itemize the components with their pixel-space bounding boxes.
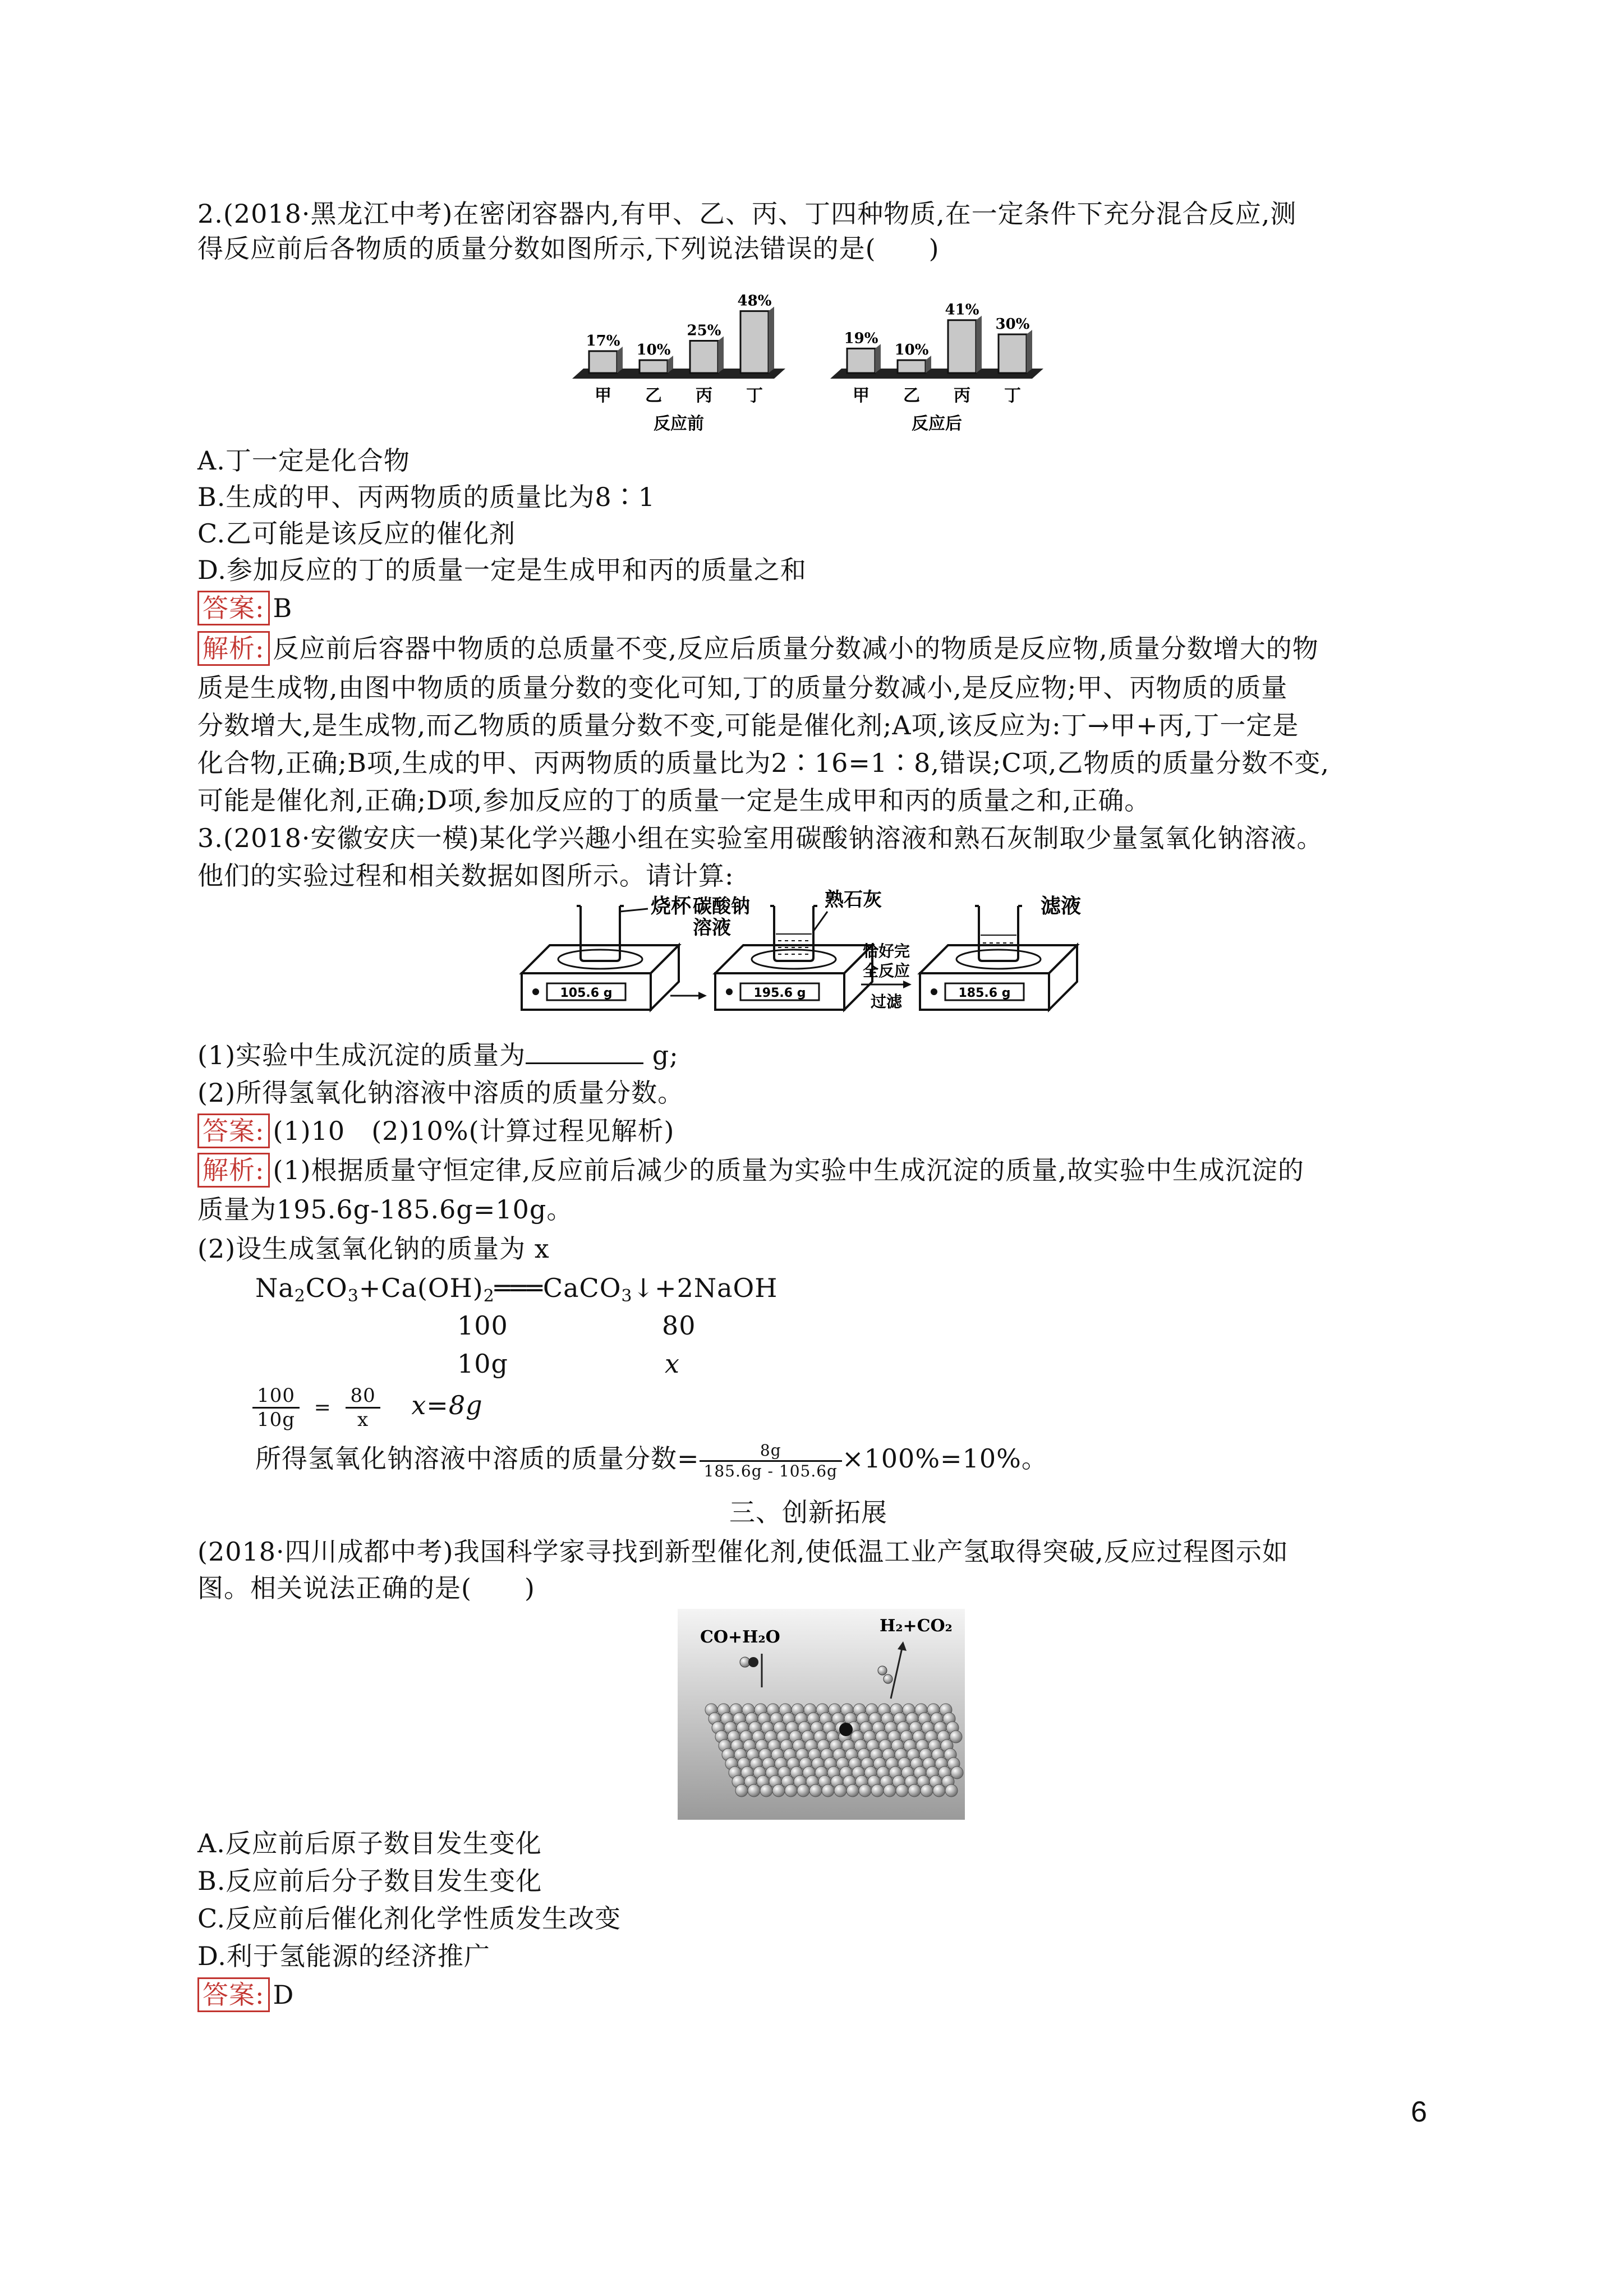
- s3-stem-line1: (2018·四川成都中考)我国科学家寻找到新型催化剂,使低温工业产氢取得突破,反应过程图示如: [197, 1536, 1289, 1567]
- label-na2co3-2: 溶液: [693, 917, 731, 939]
- chemical-equation: [255, 1271, 778, 1314]
- scale-2: [693, 889, 882, 1010]
- s3-option-c: C.反应前后催化剂化学性质发生改变: [197, 1903, 622, 1934]
- x-result: x=8g: [411, 1390, 483, 1420]
- lattice-atom: [846, 1784, 859, 1797]
- q3-stem-line1: 3.(2018·安徽安庆一模)某化学兴趣小组在实验室用碳酸钠溶液和熟石灰制取少量氢氧化钠溶液。: [197, 823, 1323, 853]
- q2-option-a: A.丁一定是化合物: [197, 445, 410, 476]
- bar-丙: [690, 341, 718, 374]
- q3-answer-value: (1)10 (2)10%(计算过程见解析): [273, 1116, 675, 1146]
- bar-side: [617, 347, 623, 373]
- final-calculation: [255, 1430, 1048, 1487]
- label-filtrate: 滤液: [1041, 895, 1082, 918]
- bar-丁: [999, 334, 1027, 373]
- bar-乙: [898, 360, 926, 373]
- label-beaker: 烧杯: [651, 895, 692, 918]
- lattice-atom: [760, 1784, 772, 1797]
- s3-option-a: A.反应前后原子数目发生变化: [197, 1828, 542, 1858]
- q2-analysis-text1: 反应前后容器中物质的总质量不变,反应后质量分数减小的物质是反应物,质量分数增大的物: [273, 633, 1319, 664]
- data-label: 25%: [687, 322, 721, 339]
- page-number: 6: [1411, 2096, 1427, 2128]
- final-text: 所得氢氧化钠溶液中溶质的质量分数=: [255, 1443, 700, 1474]
- lattice-atom: [834, 1784, 846, 1797]
- eq-caoh: +Ca(OH): [358, 1273, 484, 1303]
- answer-tag: 答案:: [197, 1977, 270, 2012]
- fraction-num: 8g: [700, 1441, 842, 1462]
- bar-甲: [589, 351, 617, 373]
- data-label: 48%: [737, 292, 772, 310]
- data-label: 30%: [995, 316, 1030, 333]
- chart-before: [572, 293, 785, 434]
- eq-naoh: ↓+2NaOH: [632, 1273, 778, 1303]
- q2-answer: [197, 591, 292, 625]
- q3-sub1: [197, 1038, 679, 1073]
- mass-caco3: 10g: [457, 1349, 508, 1379]
- lattice-atom: [859, 1784, 871, 1797]
- bar-side: [718, 337, 724, 374]
- data-label: 10%: [636, 342, 671, 358]
- q2-analysis-line5: 可能是催化剂,正确;D项,参加反应的丁的质量一定是生成甲和丙的质量之和,正确。: [197, 785, 1151, 816]
- s3-answer-value: D: [273, 1980, 295, 2010]
- eq-equals: ═══: [494, 1273, 543, 1303]
- bar-丙: [948, 320, 976, 373]
- chart-after: [830, 302, 1043, 434]
- lattice-atom: [785, 1784, 797, 1797]
- category-label: 丁: [1004, 386, 1021, 406]
- eq-sub: 2: [483, 1286, 495, 1306]
- proportion: [252, 1377, 483, 1436]
- category-label: 丙: [954, 386, 970, 406]
- lattice-atom: [896, 1784, 908, 1797]
- lattice-atom: [735, 1784, 748, 1797]
- data-label: 19%: [844, 330, 878, 347]
- lattice-atom: [950, 1731, 962, 1743]
- category-label: 乙: [645, 386, 662, 406]
- analysis-tag: 解析:: [197, 631, 270, 666]
- q2-option-b: B.生成的甲、丙两物质的质量比为8∶1: [197, 482, 655, 512]
- category-label: 丙: [696, 386, 712, 406]
- final-fraction: [700, 1441, 842, 1481]
- q2-analysis-line4: 化合物,正确;B项,生成的甲、丙两物质的质量比为2∶16=1∶8,错误;C项,乙物质的质量分数不变,: [197, 748, 1329, 778]
- q3-sub1-text: (1)实验中生成沉淀的质量为: [197, 1040, 526, 1070]
- eq-sub: 3: [347, 1286, 359, 1306]
- eq-na: Na: [255, 1273, 295, 1303]
- category-label: 甲: [853, 386, 869, 406]
- category-label: 乙: [903, 386, 920, 406]
- eq-sub: 3: [621, 1286, 633, 1306]
- label-na2co3-1: 碳酸钠: [693, 895, 750, 918]
- fraction-1: [252, 1384, 300, 1431]
- answer-tag: 答案:: [197, 1114, 270, 1148]
- fraction-2: [346, 1384, 380, 1431]
- q2-stem-line1: 2.(2018·黑龙江中考)在密闭容器内,有甲、乙、丙、丁四种物质,在一定条件下充分混合反应,测: [197, 199, 1297, 229]
- s3-option-b: B.反应前后分子数目发生变化: [197, 1866, 542, 1896]
- q2-analysis-line3: 分数增大,是生成物,而乙物质的质量分数不变,可能是催化剂;A项,该反应为:丁→甲+丙,丁一定是: [197, 710, 1299, 740]
- arrow-2: [861, 942, 912, 1011]
- lattice-atom: [871, 1784, 884, 1797]
- q3-analysis-line2: 质量为195.6g-185.6g=10g。: [197, 1194, 573, 1225]
- label-react1: 恰好完: [862, 942, 910, 960]
- q3-answer: [197, 1114, 675, 1148]
- fraction-num: 100: [252, 1384, 300, 1409]
- lattice-atom: [921, 1784, 933, 1797]
- molar-mass-caco3: 100: [457, 1310, 508, 1341]
- bar-丁: [740, 311, 769, 373]
- arrow-1: [670, 992, 707, 1000]
- category-label: 甲: [595, 386, 611, 406]
- answer-tag: 答案:: [197, 591, 270, 625]
- q2-analysis-line2: 质是生成物,由图中物质的质量分数的变化可知,丁的质量分数减小,是反应物;甲、丙物质的质量: [197, 673, 1288, 703]
- chart-title: 反应后: [912, 414, 962, 434]
- molar-mass-naoh: 80: [662, 1310, 696, 1341]
- fraction-den: 185.6g - 105.6g: [703, 1461, 838, 1480]
- lattice-atom: [822, 1784, 834, 1797]
- bar-side: [1027, 330, 1032, 373]
- chart-title: 反应前: [654, 414, 704, 434]
- final-result: ×100%=10%。: [841, 1443, 1048, 1474]
- eq-co: CO: [305, 1273, 348, 1303]
- catalyst-figure: [678, 1609, 965, 1820]
- weight-1: 105.6 g: [560, 986, 613, 1000]
- q3-experiment-figure: [516, 889, 1139, 1029]
- q2-option-d: D.参加反应的丁的质量一定是生成甲和丙的质量之和: [197, 555, 807, 585]
- lattice-atom: [797, 1784, 809, 1797]
- label-react2: 全反应: [862, 961, 910, 980]
- lattice-atom: [884, 1784, 896, 1797]
- lattice-atom: [908, 1784, 921, 1797]
- fraction-den: 10g: [257, 1408, 296, 1431]
- bar-甲: [847, 348, 875, 373]
- q3-sub1-unit: g;: [643, 1040, 679, 1070]
- category-label: 丁: [746, 386, 763, 406]
- q3-sub2: (2)所得氢氧化钠溶液中溶质的质量分数。: [197, 1078, 684, 1108]
- bar-乙: [640, 360, 668, 373]
- data-label: 41%: [945, 301, 979, 319]
- scale-1: [522, 895, 692, 1010]
- data-label: 17%: [586, 332, 620, 349]
- label-reactants: CO+H₂O: [700, 1627, 780, 1647]
- q2-bar-charts: [572, 269, 1066, 449]
- q2-option-c: C.乙可能是该反应的催化剂: [197, 518, 516, 549]
- lattice-atom: [951, 1766, 963, 1779]
- catalyst-surface: [705, 1704, 963, 1797]
- label-lime: 熟石灰: [825, 889, 882, 911]
- analysis-tag: 解析:: [197, 1153, 270, 1188]
- eq-sub: 2: [294, 1286, 306, 1306]
- label-filter: 过滤: [870, 992, 903, 1011]
- q2-answer-value: B: [273, 593, 293, 623]
- q3-analysis-line3: (2)设生成氢氧化钠的质量为 x: [197, 1234, 550, 1264]
- q2-stem-line2: 得反应前后各物质的质量分数如图所示,下列说法错误的是( ): [197, 233, 940, 264]
- lattice-atom: [772, 1784, 785, 1797]
- bar-side: [875, 344, 881, 373]
- section-title: 三、创新拓展: [729, 1497, 887, 1527]
- s3-answer: [197, 1977, 294, 2012]
- eq-caco: CaCO: [542, 1273, 622, 1303]
- s3-option-d: D.利于氢能源的经济推广: [197, 1941, 490, 1971]
- lattice-atom: [809, 1784, 822, 1797]
- equals-sign: =: [314, 1396, 332, 1419]
- bar-side: [976, 316, 982, 373]
- q3-analysis-line1: [197, 1153, 1304, 1188]
- lattice-atom: [945, 1784, 958, 1797]
- lattice-atom: [933, 1784, 945, 1797]
- mass-naoh: x: [665, 1349, 680, 1379]
- lattice-atom: [748, 1784, 760, 1797]
- weight-2: 195.6 g: [753, 986, 806, 1000]
- scale-3: [920, 895, 1081, 1010]
- weight-3: 185.6 g: [958, 986, 1011, 1000]
- q3-sub1-blank[interactable]: [526, 1040, 643, 1064]
- fraction-den: x: [357, 1408, 369, 1431]
- data-label: 10%: [894, 342, 929, 358]
- q3-analysis-text1: (1)根据质量守恒定律,反应前后减少的质量为实验中生成沉淀的质量,故实验中生成沉淀的: [273, 1155, 1304, 1185]
- bar-side: [769, 307, 774, 373]
- q2-analysis-line1: [197, 631, 1319, 666]
- q3-stem-line2: 他们的实验过程和相关数据如图所示。请计算:: [197, 861, 734, 891]
- label-products: H₂+CO₂: [880, 1616, 953, 1636]
- s3-stem-line2: 图。相关说法正确的是( ): [197, 1573, 535, 1603]
- fraction-num: 80: [346, 1384, 380, 1409]
